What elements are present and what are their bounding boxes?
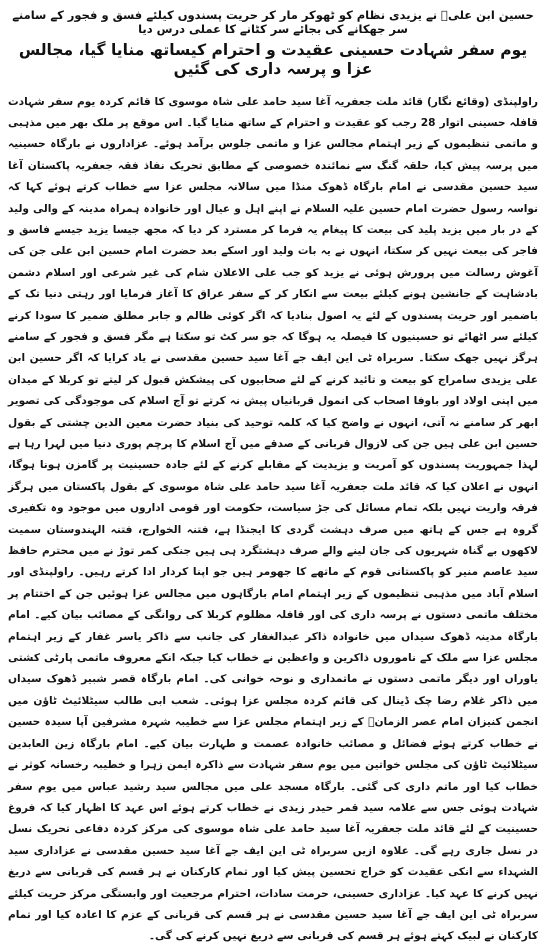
headline-main: یوم سفر شہادت حسینی عقیدت و احترام کیساتھ منایا گیا، مجالس عزا و پرسہ داری کی گئیں xyxy=(18,40,528,79)
headline-top: حسین ابن علیؑ نے یزیدی نظام کو ٹھوکر مار کر حریت پسندوں کیلئے فسق و فجور کے سامنے سر جھکانے کی بجائے سر کٹانے کا عملی درس دیا xyxy=(12,8,534,37)
dateline: راولپنڈی (وقائع نگار) xyxy=(426,95,538,108)
article-text: قائد ملت جعفریہ آغا سید حامد علی شاہ موسوی کا قائم کردہ یوم سفر شہادت قافلہ حسینی اتوار 28 رجب کو عقیدت و احترام کے ساتھ منایا گیا۔ اس موقع پر ملک بھر میں مذہبی و ماتمی تنظیموں کے زیر اہتمام مجالس عزا و ماتمی جلوس برآمد ہوئے۔ عزاداروں نے بارگاہ حسینیہ میں پرسہ پیش کیا، حلقہ گنگ سے نمائندہ خصوصی کے مطابق تحریک نفاذ فقہ جعفریہ پاکستان آغا سید حسین مقدسی نے امام بارگاہ ڈھوک منڈا میں سالانہ مجلس عزا سے خطاب کرتے ہوئے کہا کہ نواسہ رسول حضرت امام حسین علیہ السلام نے اپنے اہل و عیال اور خانوادہ ہمراہ مدینہ کے والی ولید کے در بار میں یزید پلید کی بیعت کا پیغام یہ فرما کر مسترد کر دیا کہ مجھ جیسا یزید جیسے فاسق و فاجر کی بیعت نہیں کر سکتا، انہوں نے یہ بات ولید اور اسکے بعد حضرت امام حسین ابن علی جن کی آغوش رسالت میں پرورش ہوئی نے یزید کو جب علی الاعلان شام کی غیر شرعی اور اسلام دشمن بادشاہت کے جانشین ہونے کیلئے بیعت سے انکار کر کے سفر عراق کا آغاز فرمایا اور رہتی دنیا تک کے باضمیر اور حریت پسندوں کے لئے یہ اصول بنادیا کہ اگر کوئی ظالم و جابر مطلق ضمیر کا سودا کرنے کیلئے سر اٹھائے تو حسینیوں کا فیصلہ یہ ہوگا کہ جو سر کٹ تو سکتا ہے مگر فسق و فجور کے سامنے ہرگز نہیں جھک سکتا۔ سربراہ ٹی این ایف جے آغا سید حسین مقدسی نے یاد کرایا کہ اگر حسین ابن علی یزیدی سامراج کو بیعت و تائید کرنے کے لئے صحابیوں کی پیشکش قبول کر لیتے تو کربلا کے میدان میں اپنی اولاد اور باوفا اصحاب کی انمول قربانیاں پیش نہ کرتے تو آج اسلام کی موجودگی کی تصویر ابھر کر سامنے نہ آتی، انہوں نے واضح کیا کہ کلمہ توحید کی بنیاد حضرت معین الدین چشتی کے بقول حسین ابن علی ہیں جن کی لازوال قربانی کے صدقے میں آج اسلام کا پرچم پوری دنیا میں لہرا رہا ہے لہذا جمہوریت پسندوں کو آمریت و یزیدیت کے مقابلے کرنے کے لئے جادہ حسینیت پر گامزن ہونا ہوگا، انہوں نے اعلان کیا کہ قائد ملت جعفریہ آغا سید حامد علی شاہ موسوی کے بقول پاکستان میں ہرگز فرقہ واریت نہیں بلکہ تمام مسائل کی جڑ سیاست، حکومت اور قومی اداروں میں موجود وہ تکفیری گروہ ہے جس کے ہاتھ میں صرف دہشت گردی کا ایجنڈا ہے، فتنہ الخوارج، فتنہ الہندوستان سمیت لاکھوں بے گناہ شہریوں کی جان لینے والے صرف دہشتگرد ہی ہیں جنکی کمر توڑ نے میں محترم حافظ سید عاصم منیر کو پاکستانی قوم کے ماتھے کا جھومر ہیں جو اپنا کردار ادا کرتے رہیں۔ راولپنڈی اور اسلام آباد میں مذہبی تنظیموں کے زیر اہتمام امام بارگاہوں میں مجالس عزا ہوئیں جن کے اختتام پر مختلف ماتمی دستوں نے پرسہ داری کی اور قافلہ مظلوم کربلا کی روانگی کے مصائب بیان کیے۔ امام بارگاہ مدینہ ڈھوک سیداں میں خانوادہ ذاکر عبدالغفار کی جانب سے ذاکر یاسر غفار کے زیر اہتمام مجلس عزا سے ملک کے ناموروں ذاکرین و واعظین نے خطاب کیا جبکہ انکے معروف ماتمی پارٹی کشتی یاوراں اور دیگر ماتمی دستوں نے ماتمداری و نوحہ خوانی کی۔ امام بارگاہ قصر شبیر ڈھوک سیداں میں ذاکر غلام رضا چک ڈینال کی قائم کردہ مجلس عزا ہوئی۔ شعب ابی طالب سیٹلائیٹ ٹاؤن میں انجمن کنیزان امام عصر الزمانؑ کے زیر اہتمام مجلس عزا سے خطیبہ شہرہ مشرفین آپا سیدہ حسین نے خطاب کرتے ہوئے فضائل و مصائب خانوادہ عصمت و طہارت بیان کیے۔ امام بارگاہ زین العابدین سیٹلائیٹ ٹاؤن کی مجلس خواتین میں یوم سفر شہادت سے ذاکرہ ایمن زہرا و خطیبہ رخسانہ کوثر نے خطاب کیا اور ماتم داری کی گئی۔ بارگاہ مسجد علی میں مجالس سید رشید عباس میں یوم سفر شہادت ہوئی جس سے علامہ سید قمر حیدر زیدی نے خطاب کرتے ہوئے اس عہد کا اظہار کیا کہ فروغ حسینیت کے لئے قائد ملت جعفریہ آغا سید حامد علی شاہ موسوی کی مرکز کردہ دفاعی تحریک نسل در نسل جاری رہے گی۔ علاوہ ازیں سربراہ ٹی این ایف جے آغا سید حسین مقدسی نے عزاداری سید الشہداء سے انکی عقیدت کو خراج تحسین پیش کیا اور تمام کارکنان نے ہر قسم کی قربانی سے دریغ نہیں کرنے کا عہد کیا۔ عزاداری حسینی، حرمت سادات، احترام مرجعیت اور وابستگی مرکز حریت کیلئے سربراہ ٹی این ایف جے آغا سید حسین مقدسی نے ہر قسم کی قربانی کے عزم کا اعادہ کیا اور تمام کارکنان نے لبیک کہتے ہوئے ہر قسم کی قربانی سے دریغ نہیں کرنے کی گی۔ xyxy=(8,95,538,943)
headline-block xyxy=(8,8,538,80)
article-body xyxy=(8,92,538,948)
